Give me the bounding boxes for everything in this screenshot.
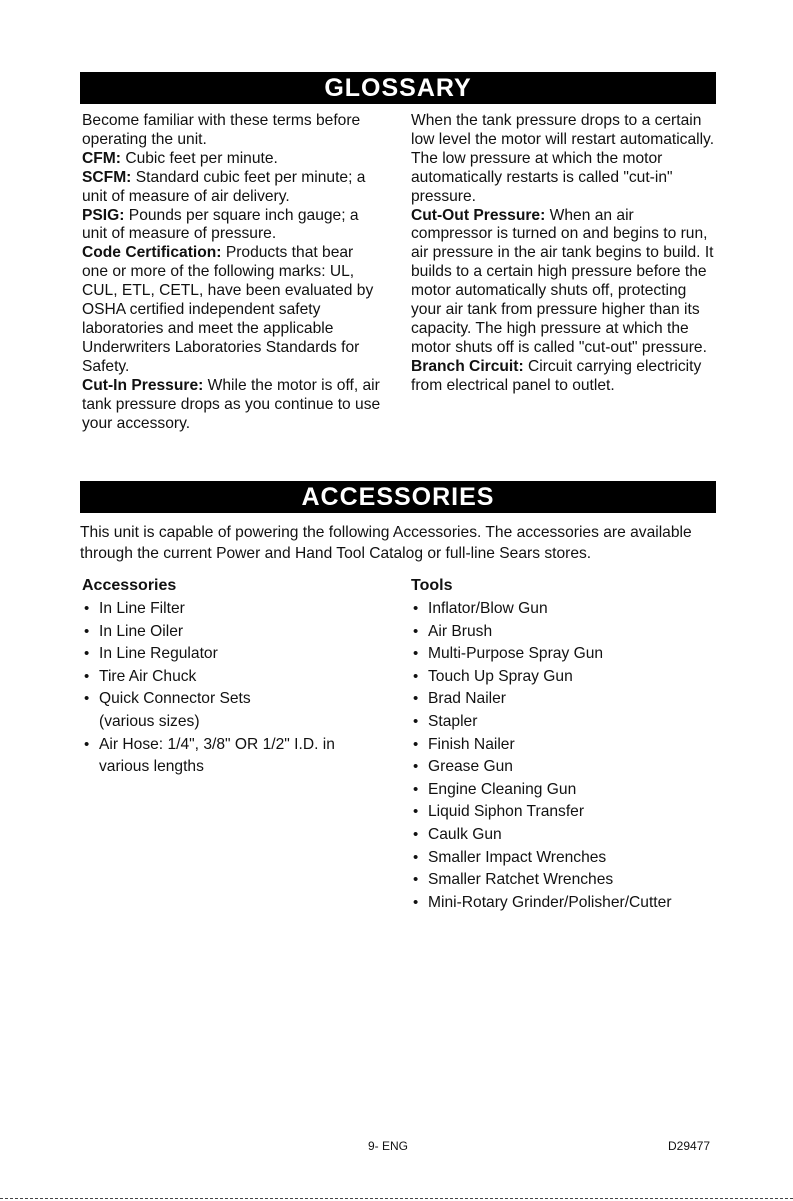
glossary-entry-scfm <box>82 169 382 207</box>
list-item: • Multi-Purpose Spray Gun <box>411 643 731 666</box>
def-branch-circuit: Circuit carrying electricity from electrical panel to outlet. <box>411 357 702 394</box>
def-psig: Pounds per square inch gauge; a unit of measure of pressure. <box>82 206 359 243</box>
bullet-icon: • <box>413 758 419 776</box>
glossary-left-column <box>82 112 382 433</box>
term-scfm: SCFM: <box>82 168 132 186</box>
list-item: • Smaller Impact Wrenches <box>411 847 731 870</box>
term-code-certification: Code Certification: <box>82 244 222 262</box>
bullet-icon: • <box>413 622 419 640</box>
list-item: • Smaller Ratchet Wrenches <box>411 869 731 892</box>
list-item: • Air Brush <box>411 621 731 644</box>
bullet-icon: • <box>413 848 419 866</box>
term-branch-circuit: Branch Circuit: <box>411 357 524 375</box>
glossary-intro: Become familiar with these terms before operating the unit. <box>82 112 361 148</box>
bullet-icon: • <box>413 871 419 889</box>
list-item: • Stapler <box>411 711 731 734</box>
list-item: • Liquid Siphon Transfer <box>411 801 731 824</box>
term-cut-in: Cut-In Pressure: <box>82 376 204 394</box>
bullet-icon: • <box>413 825 419 843</box>
list-item: • Tire Air Chuck <box>82 666 382 689</box>
list-item: • Inflator/Blow Gun <box>411 598 731 621</box>
tools-heading: Tools <box>411 577 453 594</box>
list-item: • Air Hose: 1/4", 3/8" OR 1/2" I.D. in various lengths <box>84 735 335 776</box>
glossary-banner <box>80 72 716 104</box>
list-item: • Caulk Gun <box>411 824 731 847</box>
def-cut-in: While the motor is off, air tank pressure drops as you continue to use your accessory. <box>82 376 381 432</box>
glossary-cut-in-continued: When the tank pressure drops to a certain low level the motor will restart automatically. The low pressure at which the motor automatically restarts is called "cut-in" pressure. <box>411 112 715 205</box>
list-item-continuation: various lengths <box>99 758 204 776</box>
list-item: • Touch Up Spray Gun <box>411 666 731 689</box>
bullet-icon: • <box>413 690 419 708</box>
bullet-icon: • <box>413 712 419 730</box>
list-item-continuation: (various sizes) <box>99 712 200 730</box>
bullet-icon: • <box>413 893 419 911</box>
list-item: • In Line Oiler <box>82 621 382 644</box>
term-cfm: CFM: <box>82 149 121 167</box>
glossary-entry-cut-out <box>411 207 717 358</box>
bullet-icon: • <box>84 735 90 753</box>
glossary-right-column <box>411 112 717 396</box>
bullet-icon: • <box>84 600 90 617</box>
glossary-entry-psig <box>82 207 382 245</box>
accessories-title: ACCESSORIES <box>301 483 495 511</box>
bullet-icon: • <box>413 803 419 821</box>
accessories-heading: Accessories <box>82 577 177 594</box>
glossary-entry-cut-in <box>82 377 382 434</box>
tools-list <box>411 598 731 914</box>
list-item: • Grease Gun <box>411 756 731 779</box>
glossary-title: GLOSSARY <box>324 74 472 102</box>
list-item: • In Line Filter <box>82 598 382 621</box>
bullet-icon: • <box>413 780 419 798</box>
glossary-entry-branch-circuit <box>411 358 717 396</box>
list-item: • Finish Nailer <box>411 734 731 757</box>
def-cfm: Cubic feet per minute. <box>120 149 278 167</box>
def-code-certification: Products that bear one or more of the following marks: UL, CUL, ETL, CETL, have been evaluated by OSHA certified independent safety laboratories and meet the applicable Underwriters Laboratories Standards for Safety. <box>82 244 374 375</box>
term-psig: PSIG: <box>82 206 125 224</box>
def-cut-out: When an air compressor is turned on and begins to run, air pressure in the air tank begins to build. It builds to a certain high pressure before the motor automatically shuts off, protecting your air tank from pressure higher than its capacity. The high pressure at which the motor shuts off is called "cut-out" pressure. <box>411 206 714 356</box>
document-code: D29477 <box>668 1139 711 1153</box>
bullet-icon: • <box>413 735 419 753</box>
list-item: • In Line Regulator <box>82 643 382 666</box>
def-scfm: Standard cubic feet per minute; a unit of measure of air delivery. <box>82 168 366 205</box>
accessories-intro: This unit is capable of powering the following Accessories. The accessories are available through the current Power and Hand Tool Catalog or full-line Sears stores. <box>80 524 692 562</box>
list-item: • Quick Connector Sets (various sizes) <box>84 690 251 730</box>
bullet-icon: • <box>84 622 90 640</box>
page-number: 9- ENG <box>368 1139 409 1153</box>
list-item: • Brad Nailer <box>411 688 731 711</box>
bullet-icon: • <box>84 667 90 685</box>
glossary-entry-cfm <box>82 150 382 169</box>
bullet-icon: • <box>413 645 419 663</box>
glossary-entry-code-certification <box>82 244 382 376</box>
list-item: • Mini-Rotary Grinder/Polisher/Cutter <box>411 892 731 915</box>
bullet-icon: • <box>84 690 90 708</box>
bullet-icon: • <box>84 645 90 663</box>
bullet-icon: • <box>413 667 419 685</box>
bullet-icon: • <box>413 600 419 617</box>
bottom-divider <box>0 1198 793 1199</box>
accessories-banner <box>80 481 716 513</box>
term-cut-out: Cut-Out Pressure: <box>411 206 546 224</box>
accessories-list <box>82 598 382 779</box>
list-item: • Engine Cleaning Gun <box>411 779 731 802</box>
